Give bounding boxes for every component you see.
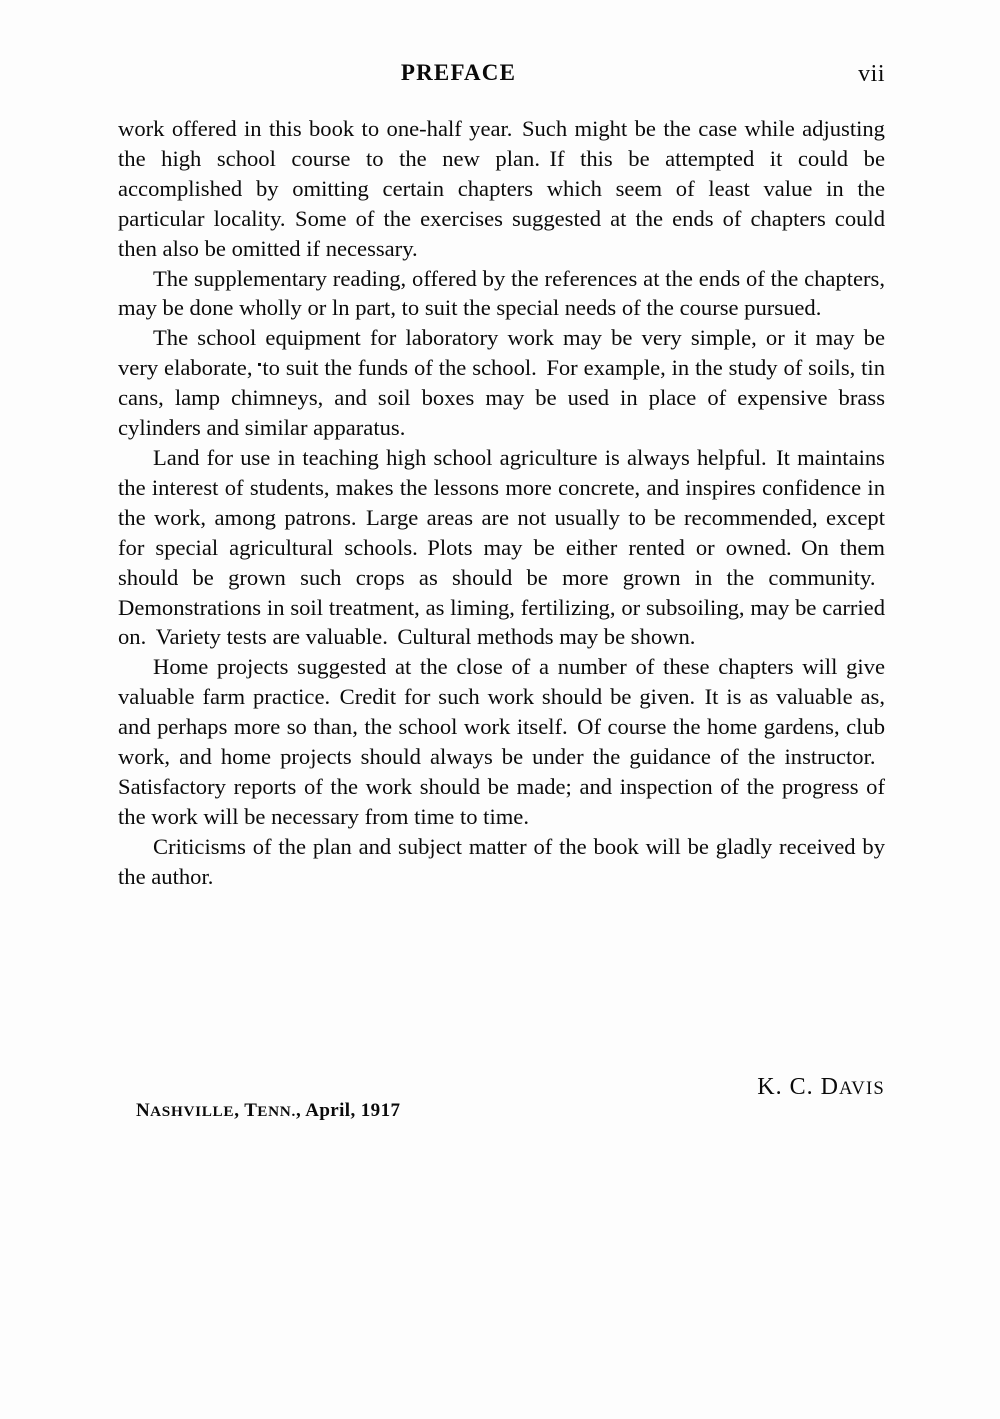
sentence: Home projects suggested at the close of a number of these chapters will give valuable farm practice. (118, 654, 885, 710)
dateline-city: ASHVILLE (150, 1103, 235, 1120)
dateline-state-initial: T (244, 1100, 258, 1121)
sentence: Plots may be either rented or owned. (427, 534, 792, 560)
paragraph-home-projects (118, 652, 885, 831)
dateline-city-initial: N (136, 1100, 151, 1121)
sentence: Variety tests are valuable. (155, 624, 388, 650)
ink-fleck (258, 363, 261, 366)
sentence: Satisfactory reports of the work should be made; and inspection of the progress of the work will be necessary from time to time. (118, 773, 885, 829)
sentence: Large areas are not usually to be recommended, except for special agricultural schools. (118, 504, 885, 560)
sentence: For example, in the study of soils, tin cans, lamp chimneys, and soil boxes may be used in place of expensive brass cylinders and similar apparatus. (118, 355, 886, 441)
signature-initials: K. C. D (757, 1074, 839, 1100)
author-signature (757, 1074, 885, 1101)
sentence: Some of the exercises suggested at the ends of chapters could then also be omitted if necessary. (118, 205, 885, 261)
paragraph-land-for-use (118, 443, 885, 652)
sentence: to suit the funds of the school. (262, 355, 537, 381)
dateline-date: , April, 1917 (295, 1100, 401, 1121)
sentence: It maintains the interest of students, makes the lessons more concrete, and inspires confidence in the work, among patrons. (118, 444, 885, 530)
sentence: If this be attempted it could be accomplished by omitting certain chapters which seem of least value in the particular locality. (118, 145, 885, 231)
page-number: vii (858, 61, 885, 87)
dateline (136, 1100, 400, 1122)
dateline-state: ENN. (257, 1103, 296, 1120)
paragraph-one-half-year (118, 114, 885, 264)
sentence: Land for use in teaching high school agriculture is always helpful. (153, 444, 767, 470)
paragraph-school-equipment (118, 323, 885, 443)
dateline-separator: , (234, 1100, 245, 1121)
sentence: Cultural methods may be shown. (397, 624, 696, 650)
sentence: Of course the home gardens, club work, and home projects should always be under the guidance of the instructor. (118, 714, 885, 770)
sentence: work offered in this book to one-half year. (118, 116, 513, 141)
sentence: It is as valuable as, and perhaps more so than, the school work itself. (118, 684, 885, 740)
paragraph-criticisms (118, 832, 885, 892)
sentence: Such might be the case while adjusting the high school course to the new plan. (118, 116, 885, 171)
sentence: The supplementary reading, offered by the references at the ends of the chapters, may be done wholly or ln part, to suit the special needs of the course pursued. (118, 265, 885, 321)
signature-surname: AVIS (838, 1078, 885, 1099)
sentence: The school equipment for laboratory work may be very simple, or it may be very elaborate, (118, 325, 885, 381)
sentence: Credit for such work should be given. (339, 684, 696, 710)
running-head (118, 60, 885, 94)
sentence: Criticisms of the plan and subject matter of the book will be gladly received by the author. (118, 833, 885, 889)
sentence: On them should be grown such crops as should be more grown in the community. (118, 534, 885, 590)
body-text (118, 114, 885, 892)
running-head-title: PREFACE (400, 60, 517, 85)
paragraph-supplementary-reading (118, 264, 885, 324)
sentence: Demonstrations in soil treatment, as liming, fertilizing, or subsoiling, may be carried on. (118, 594, 885, 650)
